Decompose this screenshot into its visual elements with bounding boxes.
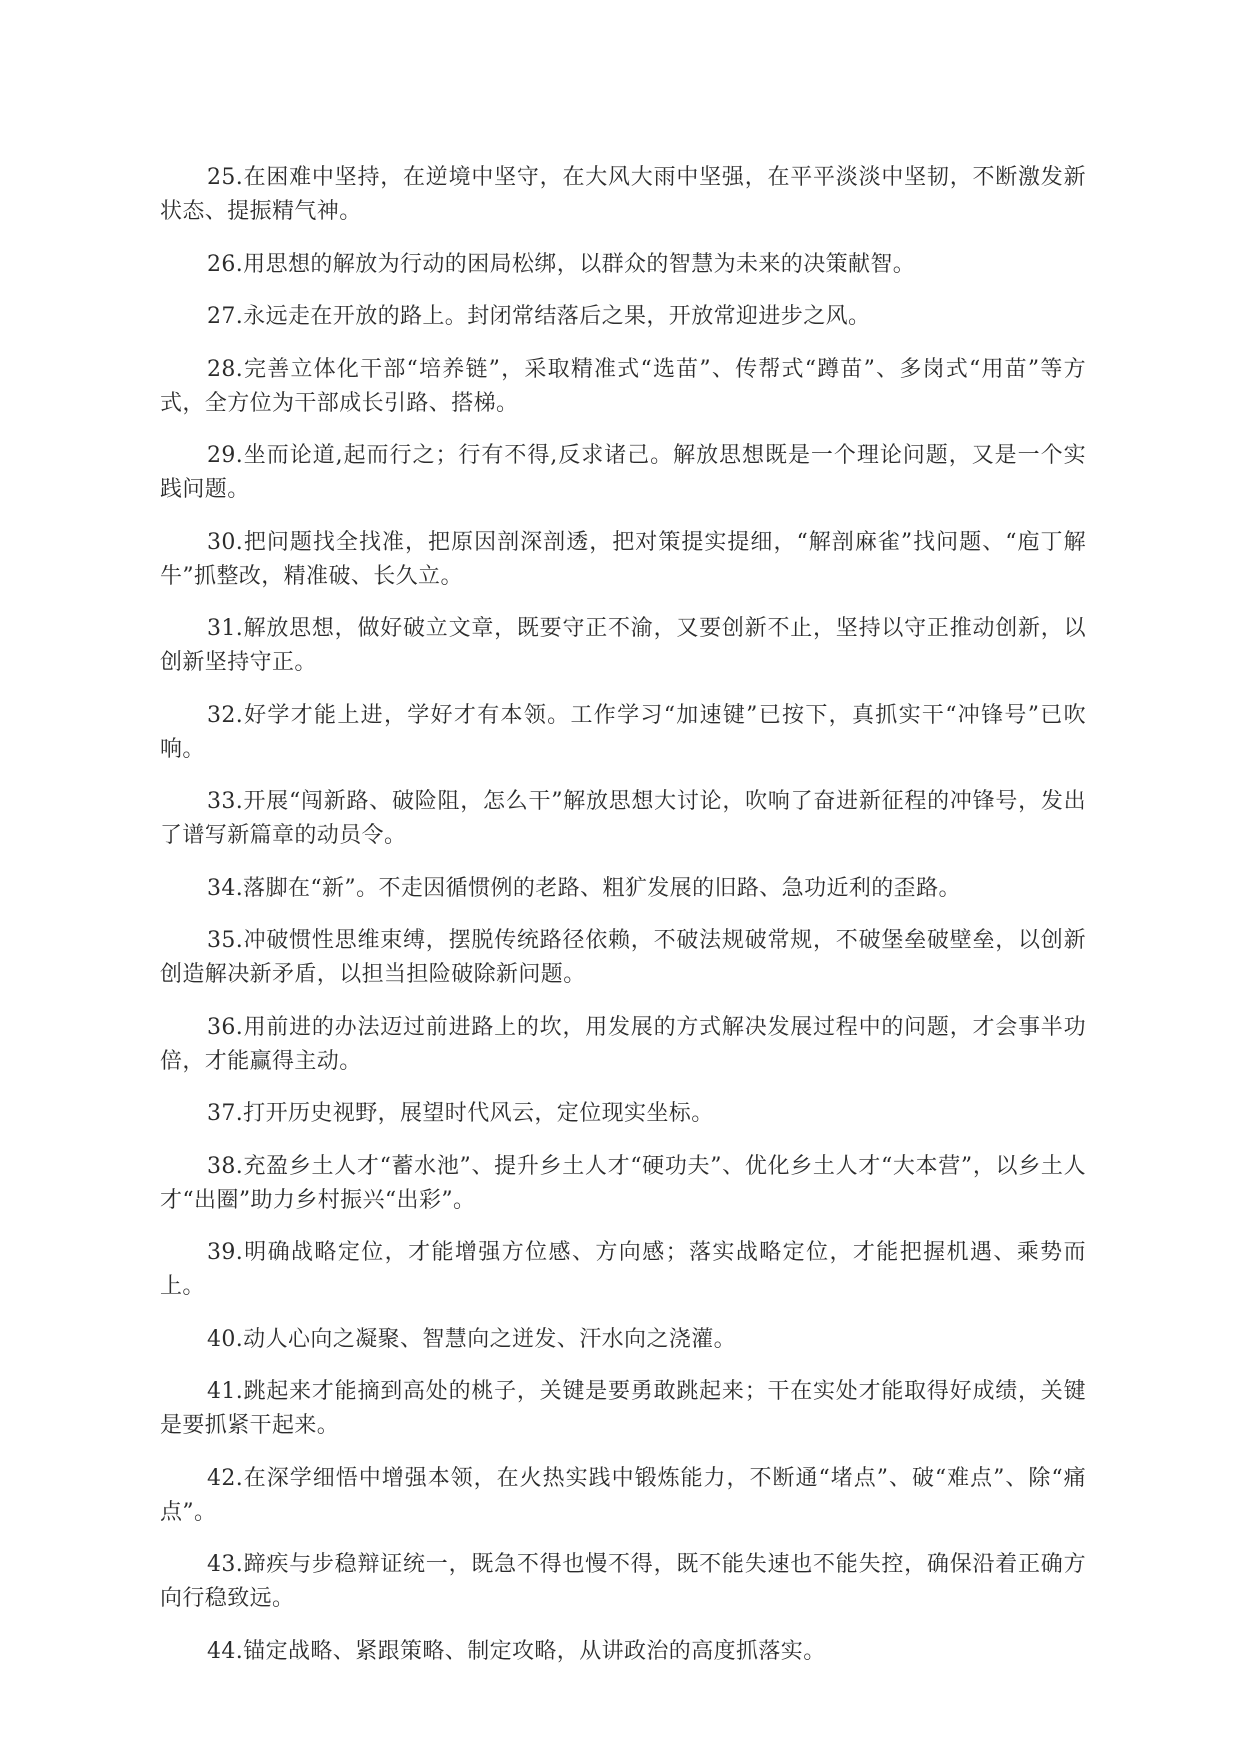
document-page [160, 161, 1086, 1687]
paragraph-35: 35.冲破惯性思维束缚，摆脱传统路径依赖，不破法规破常规，不破堡垒破壁垒，以创新创造解决新矛盾，以担当担险破除新问题。 [160, 928, 1086, 987]
paragraph-29: 29.坐而论道,起而行之；行有不得,反求诸己。解放思想既是一个理论问题，又是一个实践问题。 [160, 443, 1086, 502]
paragraph-36: 36.用前进的办法迈过前进路上的坎，用发展的方式解决发展过程中的问题，才会事半功倍，才能赢得主动。 [160, 1014, 1086, 1074]
paragraph-37: 37.打开历史视野，展望时代风云，定位现实坐标。 [207, 1101, 714, 1126]
paragraph-26: 26.用思想的解放为行动的困局松绑，以群众的智慧为未来的决策献智。 [207, 251, 916, 277]
paragraph-31: 31.解放思想，做好破立文章，既要守正不渝，又要创新不止，坚持以守正推动创新，以创新坚持守正。 [160, 616, 1086, 675]
paragraph-33: 33.开展“闯新路、破险阻，怎么干”解放思想大讨论，吹响了奋进新征程的冲锋号，发出了谱写新篇章的动员令。 [160, 789, 1086, 848]
paragraph-39: 39.明确战略定位，才能增强方位感、方向感；落实战略定位，才能把握机遇、乘势而上。 [160, 1240, 1086, 1299]
paragraph-44: 44.锚定战略、紧跟策略、制定攻略，从讲政治的高度抓落实。 [207, 1638, 826, 1664]
paragraph-28: 28.完善立体化干部“培养链”，采取精准式“选苗”、传帮式“蹲苗”、多岗式“用苗”等方式，全方位为干部成长引路、搭梯。 [160, 356, 1086, 416]
paragraph-41: 41.跳起来才能摘到高处的桃子，关键是要勇敢跳起来；干在实处才能取得好成绩，关键是要抓紧干起来。 [160, 1379, 1086, 1438]
paragraph-32: 32.好学才能上进，学好才有本领。工作学习“加速键”已按下，真抓实干“冲锋号”已吹响。 [160, 702, 1086, 762]
paragraph-42: 42.在深学细悟中增强本领，在火热实践中锻炼能力，不断通“堵点”、破“难点”、除“痛点”。 [160, 1465, 1086, 1525]
paragraph-43: 43.蹄疾与步稳辩证统一，既急不得也慢不得，既不能失速也不能失控，确保沿着正确方向行稳致远。 [160, 1552, 1086, 1611]
paragraph-30: 30.把问题找全找准，把原因剖深剖透，把对策提实提细，“解剖麻雀”找问题、“庖丁解牛”抓整改，精准破、长久立。 [160, 529, 1086, 589]
paragraph-27: 27.永远走在开放的路上。封闭常结落后之果，开放常迎进步之风。 [207, 304, 871, 329]
paragraph-40: 40.动人心向之凝聚、智慧向之迸发、汗水向之浇灌。 [207, 1326, 736, 1352]
paragraph-25: 25.在困难中坚持，在逆境中坚守，在大风大雨中坚强，在平平淡淡中坚韧，不断激发新状态、提振精气神。 [160, 165, 1086, 224]
paragraph-34: 34.落脚在“新”。不走因循惯例的老路、粗犷发展的旧路、急功近利的歪路。 [207, 875, 961, 901]
paragraph-38: 38.充盈乡土人才“蓄水池”、提升乡土人才“硬功夫”、优化乡土人才“大本营”，以乡土人才“出圈”助力乡村振兴“出彩”。 [160, 1153, 1086, 1213]
